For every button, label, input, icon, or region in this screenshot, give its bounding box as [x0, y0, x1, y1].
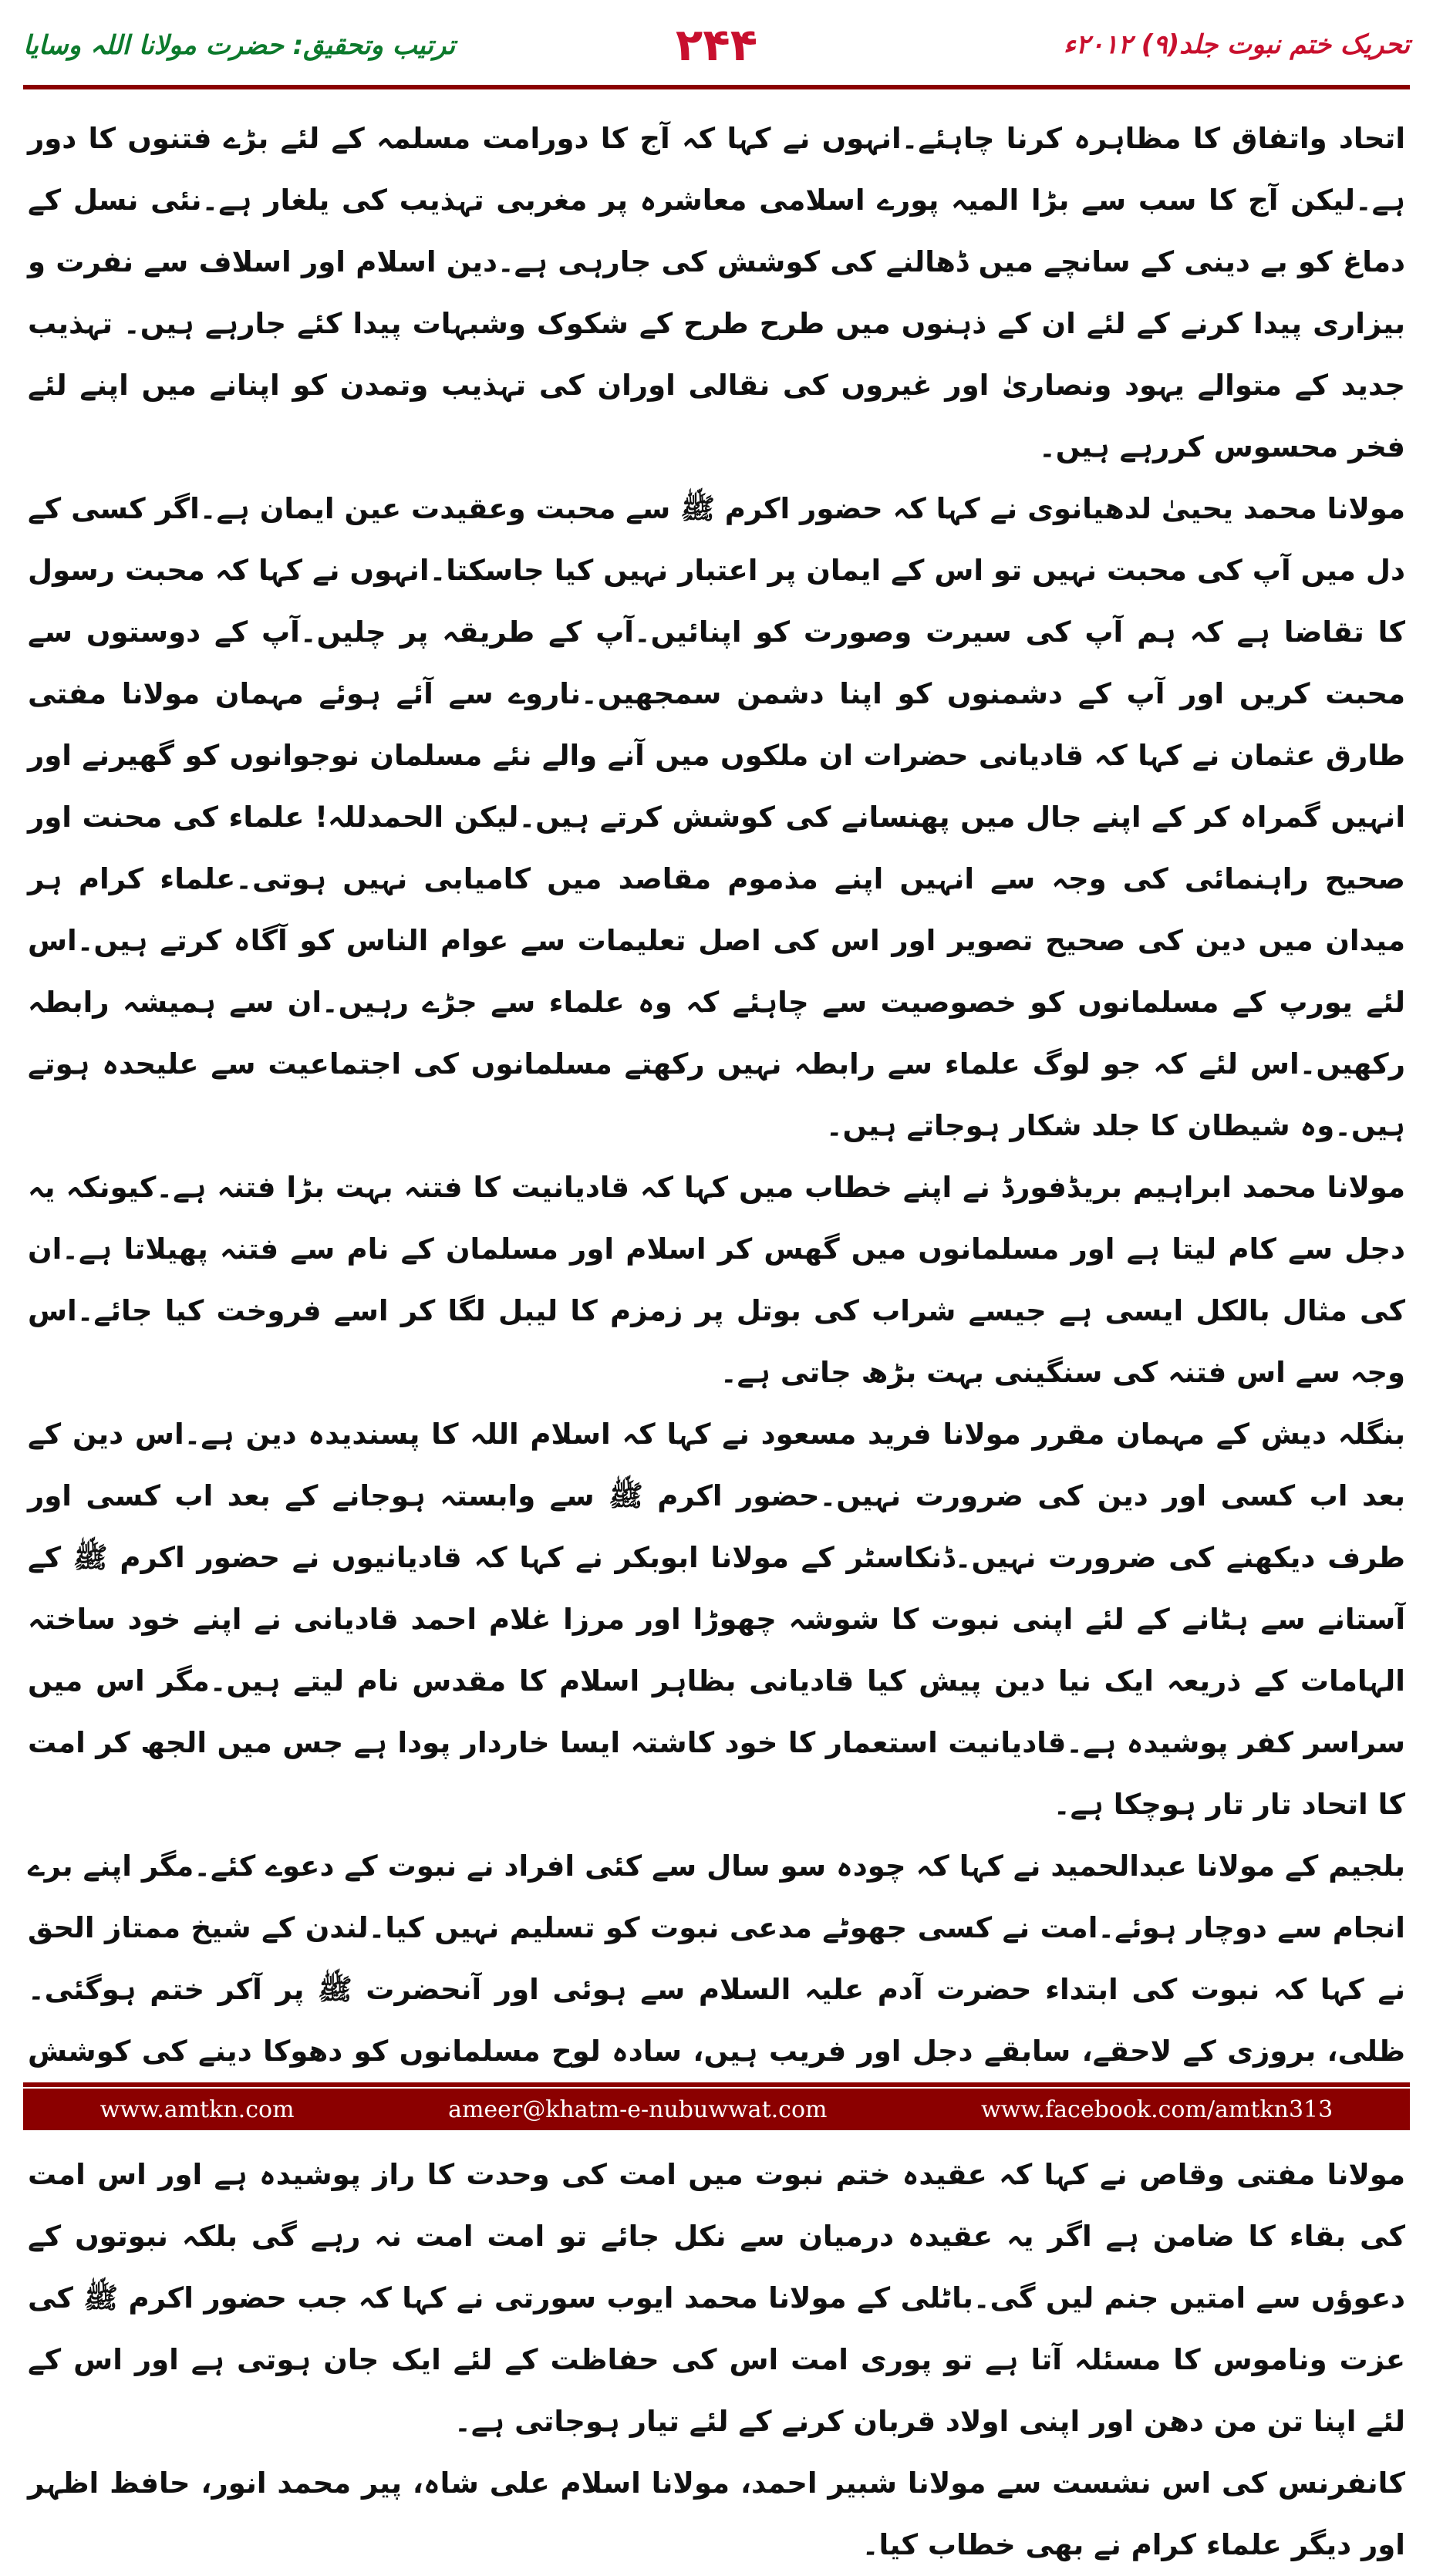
page-header — [23, 8, 1410, 82]
paragraph-5: بلجیم کے مولانا عبدالحمید نے کہا کہ چودہ سو سال سے کئی افراد نے نبوت کے دعوے کئے۔مگر اپنے برے انجام سے دوچار ہوئے۔امت نے کسی جھوٹے مدعی نبوت کو تسلیم نہیں کیا۔لندن کے شیخ ممتاز الحق نے کہا کہ نبوت کی ابتداء حضرت آدم علیہ السلام سے ہوئی اور آنحضرت ﷺ پر آکر ختم ہوگئی۔ظلی، بروزی کے لاحقے، سابقے دجل اور فریب ہیں، سادہ لوح مسلمانوں کو دھوکا دینے کی کوشش — [28, 1849, 1405, 2068]
paragraph-1: اتحاد واتفاق کا مظاہرہ کرنا چاہئے۔انہوں نے کہا کہ آج کا دورامت مسلمہ کے لئے بڑے فتنوں کا دور ہے۔لیکن آج کا سب سے بڑا المیہ پورے اسلامی معاشرہ پر مغربی تہذیب کی یلغار ہے۔نئی نسل کے دماغ کو بے دینی کے سانچے میں ڈھالنے کی کوشش کی جارہی ہے۔دین اسلام اور اسلاف سے نفرت و بیزاری پیدا کرنے کے لئے ان کے ذہنوں میں طرح طرح کے شکوک وشبہات پیدا کئے جارہے ہیں۔ تہذیب جدید کے متوالے یہود ونصاریٰ اور غیروں کی نقالی اوران کی تہذیب وتمدن کو اپنانے میں اپنے لئے فخر محسوس کررہے ہیں۔ — [28, 122, 1405, 464]
footer-website-link[interactable]: www.amtkn.com — [99, 2096, 295, 2123]
footer-divider — [23, 2082, 1410, 2087]
compiler-credit: ترتیب وتحقیق: حضرت مولانا اللہ وسایا — [23, 29, 456, 61]
paragraph-3: مولانا محمد ابراہیم بریڈفورڈ نے اپنے خطاب میں کہا کہ قادیانیت کا فتنہ بہت بڑا فتنہ ہے۔کیونکہ یہ دجل سے کام لیتا ہے اور مسلمانوں میں گھس کر اسلام اور مسلمان کے نام سے فتنہ پھیلاتا ہے۔ان کی مثال بالکل ایسی ہے جیسے شراب کی بوتل پر زمزم کا لیبل لگا کر اسے فروخت کیا جائے۔اس وجہ سے اس فتنہ کی سنگینی بہت بڑھ جاتی ہے۔ — [28, 1171, 1405, 1389]
paragraph-2: مولانا محمد یحییٰ لدھیانوی نے کہا کہ حضور اکرم ﷺ سے محبت وعقیدت عین ایمان ہے۔اگر کسی کے دل میں آپ کی محبت نہیں تو اس کے ایمان پر اعتبار نہیں کیا جاسکتا۔انہوں نے کہا کہ محبت رسول کا تقاضا ہے کہ ہم آپ کی سیرت وصورت کو اپنائیں۔آپ کے طریقہ پر چلیں۔آپ کے دوستوں سے محبت کریں اور آپ کے دشمنوں کو اپنا دشمن سمجھیں۔ناروے سے آئے ہوئے مہمان مولانا مفتی طارق عثمان نے کہا کہ قادیانی حضرات ان ملکوں میں آنے والے نئے مسلمان نوجوانوں کو گھیرنے اور انہیں گمراہ کر کے اپنے جال میں پھنسانے کی کوشش کرتے ہیں۔لیکن الحمدللہ! علماء کی محنت اور صحیح راہنمائی کی وجہ سے انہیں اپنے مذموم مقاصد میں کامیابی نہیں ہوتی۔علماء کرام ہر میدان میں دین کی صحیح تصویر اور اس کی اصل تعلیمات سے عوام الناس کو آگاہ کرتے ہیں۔اس لئے یورپ کے مسلمانوں کو خصوصیت سے چاہئے کہ وہ علماء سے جڑے رہیں۔ان سے ہمیشہ رابطہ رکھیں۔اس لئے کہ جو لوگ علماء سے رابطہ نہیں رکھتے مسلمانوں کی اجتماعیت سے علیحدہ ہوتے ہیں۔وہ شیطان کا جلد شکار ہوجاتے ہیں۔ — [28, 492, 1405, 1142]
footer-email-link[interactable]: ameer@khatm-e-nubuwwat.com — [448, 2096, 828, 2123]
page-number: ۲۴۴ — [675, 19, 758, 71]
header-divider — [23, 85, 1410, 89]
paragraph-6: مولانا مفتی وقاص نے کہا کہ عقیدہ ختم نبوت میں امت کی وحدت کا راز پوشیدہ ہے اور اس امت کی بقاء کا ضامن ہے اگر یہ عقیدہ درمیان سے نکل جائے تو امت امت نہ رہے گی بلکہ نبوتوں کے دعوؤں سے امتیں جنم لیں گی۔باٹلی کے مولانا محمد ایوب سورتی نے کہا کہ جب حضور اکرم ﷺ کی عزت وناموس کا مسئلہ آتا ہے تو پوری امت اس کی حفاظت کے لئے ایک جان ہوتی ہے اور اس کے لئے اپنا تن من دھن اور اپنی اولاد قربان کرنے کے لئے تیار ہوجاتی ہے۔ — [28, 2158, 1405, 2438]
paragraph-4: بنگلہ دیش کے مہمان مقرر مولانا فرید مسعود نے کہا کہ اسلام اللہ کا پسندیدہ دین ہے۔اس دین کے بعد اب کسی اور دین کی ضرورت نہیں۔حضور اکرم ﷺ سے وابستہ ہوجانے کے بعد اب کسی اور طرف دیکھنے کی ضرورت نہیں۔ڈنکاسٹر کے مولانا ابوبکر نے کہا کہ قادیانیوں نے حضور اکرم ﷺ کے آستانے سے ہٹانے کے لئے اپنی نبوت کا شوشہ چھوڑا اور مرزا غلام احمد قادیانی نے اپنے خود ساختہ الہامات کے ذریعہ ایک نیا دین پیش کیا قادیانی بظاہر اسلام کا مقدس نام لیتے ہیں۔مگر اس میں سراسر کفر پوشیدہ ہے۔قادیانیت استعمار کا خود کاشتہ ایسا خاردار پودا ہے جس میں الجھ کر امت کا اتحاد تار تار ہوچکا ہے۔ — [28, 1418, 1405, 1821]
page-footer — [23, 2089, 1410, 2130]
book-title: تحریک ختم نبوت جلد(۹) ۲۰۱۲ء — [1063, 29, 1410, 60]
paragraph-7: کانفرنس کی اس نشست سے مولانا شبیر احمد، مولانا اسلام علی شاہ، پیر محمد انور، حافظ اظہر اور دیگر علماء کرام نے بھی خطاب کیا۔ — [28, 2466, 1405, 2561]
footer-facebook-link[interactable]: www.facebook.com/amtkn313 — [981, 2096, 1334, 2123]
